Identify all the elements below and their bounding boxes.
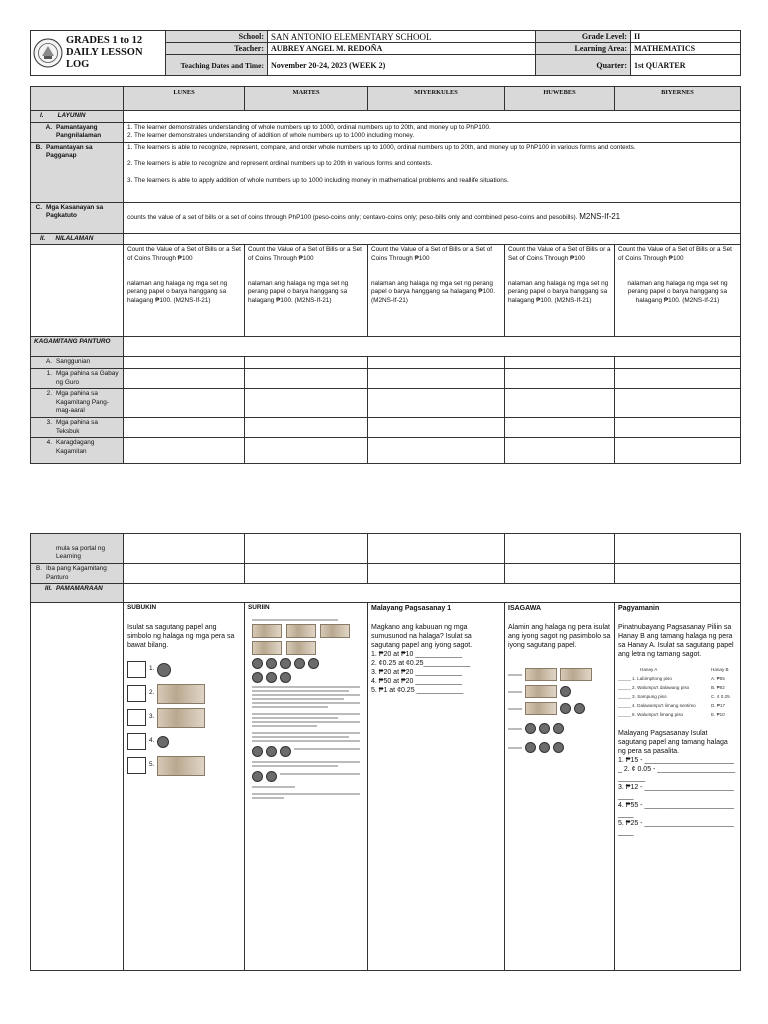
row-label-c: C. Mga Kasanayan sa Pagkatuto [31, 202, 124, 233]
school-label: School: [166, 31, 268, 43]
row-a-content: 1. The learner demonstrates understanding of whole numbers up to 1000, ordinal numbers up to 20th, and money up to PhP100. 2. The learner demonstrates understanding of addition of whole numbers up to 1000 including money. [124, 122, 741, 142]
day-miyerkules: MIYERKULES [368, 87, 505, 111]
bill-icon [157, 708, 205, 728]
teacher-value: AUBREY ANGEL M. REDOÑA [268, 43, 536, 55]
day-huwebes: HUWEBES [505, 87, 615, 111]
bill-icon [157, 756, 205, 776]
pagyamanin-title: Pagyamanin [618, 605, 660, 613]
content-martes: Count the Value of a Set of Bills or a Set of Coins Through ₱100 nalaman ang halaga ng mga set ng perang papel o barya hanggang sa halagang ₱100. (M2NS-If-21) [245, 245, 368, 337]
school-value: SAN ANTONIO ELEMENTARY SCHOOL [268, 31, 536, 43]
section-kagamitang: KAGAMITANG PANTURO [31, 337, 124, 357]
row-c-content: counts the value of a set of bills or a set of coins through PhP100 (peso-coins only; centavo-coins only; peso-bills only and combined peso-coins and pesobills). M2NS-If-21 [124, 202, 741, 233]
pagyamanin-cell: Pagyamanin Pinatnubayang Pagsasanay Piliin sa Hanay B ang tamang halaga ng pera sa Hanay A. Isulat sa sagutang papel ang letra ng tamang sagot. Hanay A Hanay B _____ 1. Labimpitong piso A. ₱55 _____ 2. Walumpu't dalawang piso B. ₱82 _____ 3. Sampung piso C. ¢ 0.25 _____ 4. Dalawampu't limang sentimo D. ₱17 _____ 5. Walumpu't limang piso E. ₱10 Malayang Pagsasanay Isulat sagutang papel ang tamang halaga ng pera sa pasalita. 1. ₱15 - ________________________ 2. ¢ 0.05 - ___________________________ 3. ₱12 - ___________________________ 4. ₱55 - ___________________________ 5. ₱25 - ___________________________ [615, 603, 741, 971]
grade-value: II [631, 31, 741, 43]
content-miyerkules: Count the Value of a Set of Bills or a Set of Coins Through ₱100 nalaman ang halaga ng mga set ng perang papel o barya hanggang sa halagang ₱100. (M2NS-If-21) [368, 245, 505, 337]
isagawa-cell [505, 603, 615, 971]
malayang-text: Magkano ang kabuuan ng mga sumusunod na halaga? Isulat sa sagutang papel ang iyong sagot. [371, 624, 473, 650]
dates-value: November 20-24, 2023 (WEEK 2) [268, 55, 536, 76]
lesson-table-2 [30, 533, 741, 971]
row-label-r3: 3. Mga pahina sa Teksbuk [31, 418, 124, 438]
teacher-label: Teacher: [166, 43, 268, 55]
section-layunin: I. LAYUNIN [31, 111, 124, 123]
quarter-label: Quarter: [536, 55, 631, 76]
section-pamamaraan: III. PAMAMARAAN [31, 584, 124, 603]
pagyamanin-text2: Malayang Pagsasanay Isulat sagutang papel ang tamang halaga ng pera sa pasalita. [618, 730, 728, 756]
suriin-image [248, 619, 364, 799]
area-value: MATHEMATICS [631, 43, 741, 55]
header-table [30, 30, 741, 76]
coin-icon [157, 663, 171, 677]
title-line1: GRADES 1 to 12 [66, 35, 143, 46]
subukin-title: SUBUKIN [127, 604, 157, 612]
dates-label: Teaching Dates and Time: [166, 55, 268, 76]
row-label-r2: 2. Mga pahina sa Kagamitang Pang-mag-aaral [31, 389, 124, 418]
subukin-cell [124, 603, 245, 971]
day-lunes: LUNES [124, 87, 245, 111]
deped-seal-icon [33, 38, 63, 68]
row-label-iba: B. Iba pang Kagamitang Panturo [31, 564, 124, 584]
day-martes: MARTES [245, 87, 368, 111]
content-biyernes: Count the Value of a Set of Bills or a Set of Coins Through ₱100 nalaman ang halaga ng mga set ng perang papel o barya hanggang sa halagang ₱100. (M2NS-If-21) [615, 245, 741, 337]
lesson-log-page-2 [0, 525, 768, 1024]
pagyamanin-text: Pinatnubayang Pagsasanay Piliin sa Hanay B ang tamang halaga ng pera sa Hanay A. Isulat sa sagutang papel ang letra ng tamang sagot. [618, 624, 734, 659]
content-lunes: Count the Value of a Set of Bills or a Set of Coins Through ₱100 nalaman ang halaga ng mga set ng perang papel o barya hanggang sa halagang ₱100. (M2NS-If-21) [124, 245, 245, 337]
suriin-cell [245, 603, 368, 971]
lesson-table-1 [30, 86, 741, 464]
content-huwebes: Count the Value of a Set of Bills or a Set of Coins Through ₱100 nalaman ang halaga ng mga set ng perang papel o barya hanggang sa halagang ₱100. (M2NS-If-21) [505, 245, 615, 337]
row-label-sanggunian: A. Sanggunian [31, 357, 124, 369]
hanay-table: Hanay A Hanay B _____ 1. Labimpitong piso A. ₱55 _____ 2. Walumpu't dalawang piso B. ₱82 _____ 3. Sampung piso C. ¢ 0.25 _____ 4. Dalawampu't limang sentimo D. ₱17 _____ 5. Walumpu't limang piso E. ₱10 [618, 667, 730, 718]
row-label-a: A. Pamantayang Pangnilalaman [31, 122, 124, 142]
suriin-title: SURIIN [248, 604, 270, 612]
bill-icon [157, 684, 205, 704]
row-b-content: 1. The learners is able to recognize, represent, compare, and order whole numbers up to 1000, ordinal numbers up to 20th, and money up to PhP100 in various forms and contexts. 2. The learners is able to recognize and represent ordinal numbers up to 20th in various forms and contexts. 3. The learners is able to apply addition of whole numbers up to 1000 including money in mathematical problems and reallife situations. [124, 142, 741, 202]
title-line2: DAILY LESSON LOG [66, 47, 143, 70]
isagawa-text: Alamin ang halaga ng pera isulat ang iyong sagot ng pasimbolo sa iyong sagutang papel. [508, 624, 611, 650]
row-label-r1: 1. Mga pahina sa Gabay ng Guro [31, 368, 124, 388]
area-label: Learning Area: [536, 43, 631, 55]
day-biyernes: BIYERNES [615, 87, 741, 111]
quarter-value: 1st QUARTER [631, 55, 741, 76]
subukin-text: Isulat sa sagutang papel ang simbolo ng halaga ng mga pera sa bawat bilang. [127, 623, 235, 649]
lesson-log-page-1 [0, 0, 768, 480]
section-nilalaman: II. NILALAMAN [31, 233, 124, 245]
malayang-cell: Malayang Pagsasanay 1 Magkano ang kabuuan ng mga sumusunod na halaga? Isulat sa sagutang papel ang iyong sagot. 1. ₱20 at ₱10 ____________ 2. ¢0.25 at ¢0.25____________ 3. ₱20 at ₱20 ____________ 4. ₱50 at ₱20 ____________ 5. ₱1 at ¢0.25 ____________ [368, 603, 505, 971]
title-block [31, 31, 166, 76]
row-label-r4b: mula sa portal ng Learning [31, 534, 124, 564]
coin-icon [157, 736, 169, 748]
subukin-items: 1. 2. 3. 4. 5. [127, 658, 241, 778]
grade-label: Grade Level: [536, 31, 631, 43]
isagawa-title: ISAGAWA [508, 605, 542, 613]
malayang-title: Malayang Pagsasanay 1 [371, 605, 452, 613]
row-label-r4: 4. Karagdagang Kagamitan [31, 438, 124, 464]
row-label-b: B. Pamantayan sa Pagganap [31, 142, 124, 202]
isagawa-image [508, 668, 611, 753]
